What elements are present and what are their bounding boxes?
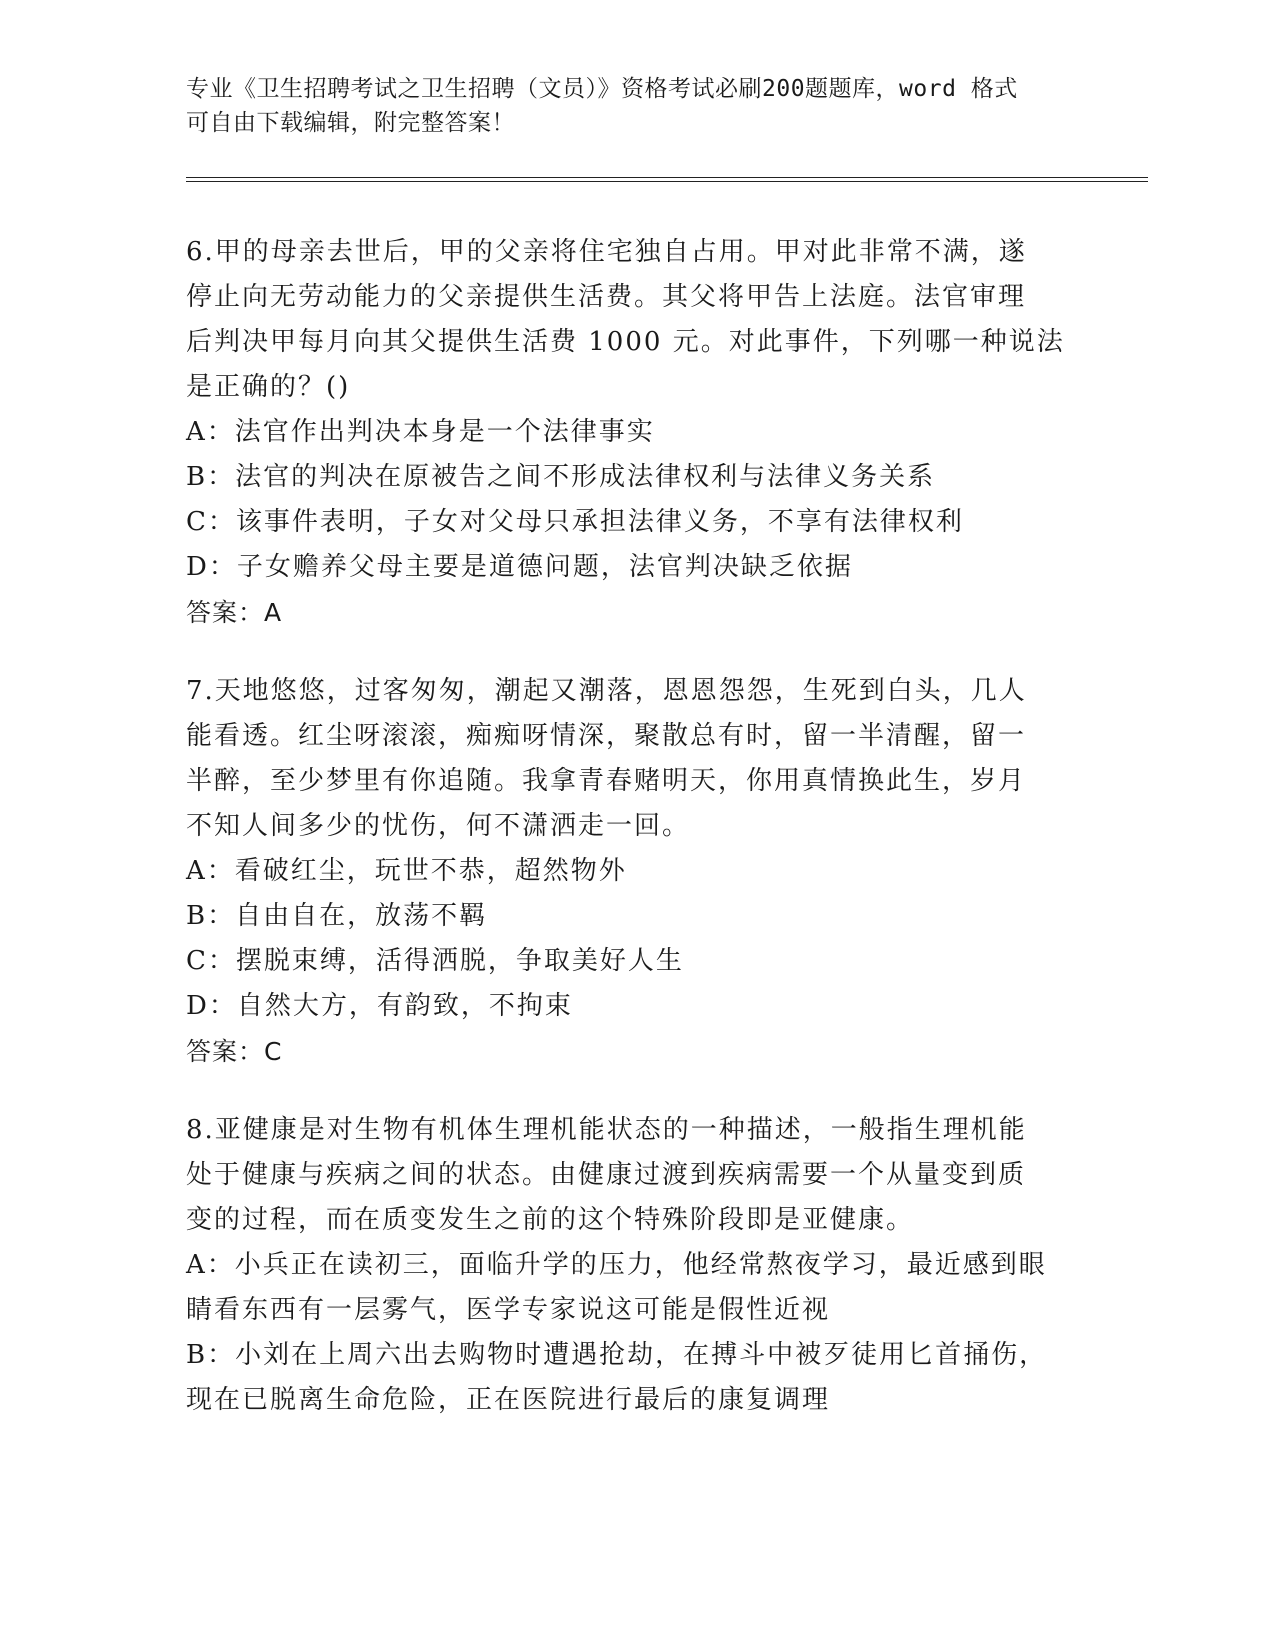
header-divider-bottom	[186, 181, 1148, 182]
option-a-continued: 睛看东西有一层雾气，医学专家说这可能是假性近视	[186, 1295, 831, 1325]
stem-line: 后判决甲每月向其父提供生活费 1000 元。对此事件，下列哪一种说法	[186, 327, 1065, 357]
option-b: B：自由自在，放荡不羁	[186, 901, 488, 931]
option-d: D：子女赡养父母主要是道德问题，法官判决缺乏依据	[186, 552, 853, 582]
stem-line: 能看透。红尘呀滚滚，痴痴呀情深，聚散总有时，留一半清醒，留一	[186, 721, 1027, 751]
question-8	[186, 1108, 1066, 1423]
stem-line: 处于健康与疾病之间的状态。由健康过渡到疾病需要一个从量变到质	[186, 1160, 1027, 1190]
option-a: A：法官作出判决本身是一个法律事实	[186, 417, 655, 447]
question-stem	[186, 1108, 1066, 1243]
question-6	[186, 230, 1066, 635]
stem-line: 不知人间多少的忧伤，何不潇洒走一回。	[186, 811, 691, 841]
stem-line: 变的过程，而在质变发生之前的这个特殊阶段即是亚健康。	[186, 1205, 915, 1235]
option-c: C：该事件表明，子女对父母只承担法律义务，不享有法律权利	[186, 507, 964, 537]
option-d: D：自然大方，有韵致，不拘束	[186, 991, 573, 1021]
option-b: B：小刘在上周六出去购物时遭遇抢劫，在搏斗中被歹徒用匕首捅伤，	[186, 1340, 1048, 1370]
answer-label: 答案：C	[186, 1037, 283, 1066]
header-line-1: 专业《卫生招聘考试之卫生招聘（文员）》资格考试必刷200题题库，word 格式	[186, 76, 1018, 102]
header-line-2: 可自由下载编辑，附完整答案！	[186, 110, 515, 136]
question-stem	[186, 230, 1066, 410]
question-7	[186, 669, 1066, 1074]
stem-line: 半醉，至少梦里有你追随。我拿青春赌明天，你用真情换此生，岁月	[186, 766, 1027, 796]
option-a: A：看破红尘，玩世不恭，超然物外	[186, 856, 627, 886]
option-b-continued: 现在已脱离生命危险，正在医院进行最后的康复调理	[186, 1385, 831, 1415]
stem-line: 7.天地悠悠，过客匆匆，潮起又潮落，恩恩怨怨，生死到白头，几人	[186, 676, 1027, 706]
stem-line: 8.亚健康是对生物有机体生理机能状态的一种描述，一般指生理机能	[186, 1115, 1027, 1145]
question-list	[186, 230, 1066, 1457]
question-stem	[186, 669, 1066, 849]
stem-line: 停止向无劳动能力的父亲提供生活费。其父将甲告上法庭。法官审理	[186, 282, 1027, 312]
document-header	[186, 72, 1066, 140]
option-c: C：摆脱束缚，活得洒脱，争取美好人生	[186, 946, 684, 976]
stem-line: 是正确的？()	[186, 372, 351, 402]
header-divider-top	[186, 177, 1148, 178]
stem-line: 6.甲的母亲去世后，甲的父亲将住宅独自占用。甲对此非常不满，遂	[186, 237, 1027, 267]
option-a: A：小兵正在读初三，面临升学的压力，他经常熬夜学习，最近感到眼	[186, 1250, 1047, 1280]
answer-label: 答案：A	[186, 598, 283, 627]
option-b: B：法官的判决在原被告之间不形成法律权利与法律义务关系	[186, 462, 936, 492]
